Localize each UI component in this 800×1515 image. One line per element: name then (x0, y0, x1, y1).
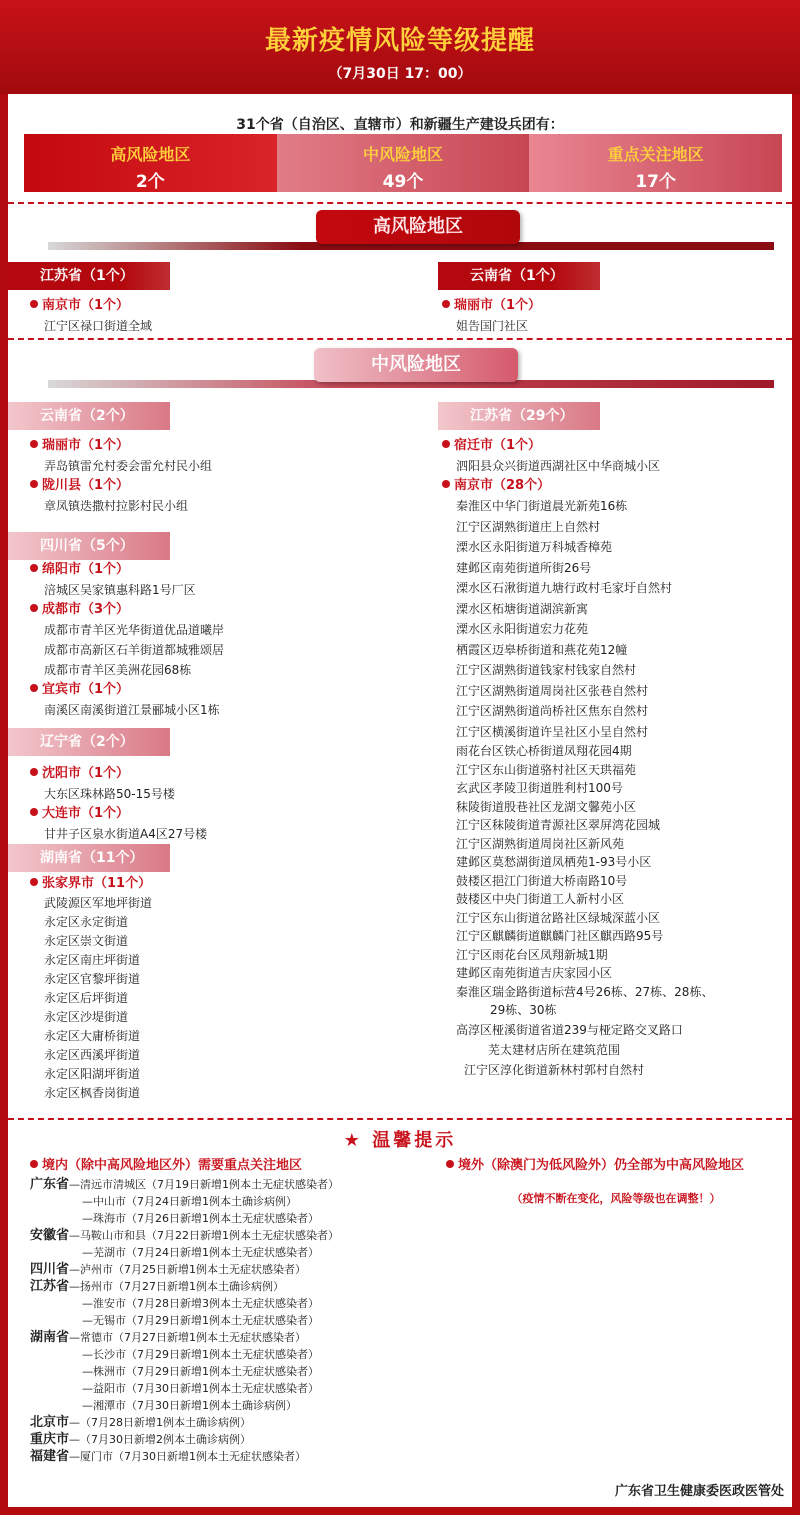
tips-text: —常德市（7月27日新增1例本土无症状感染者） (69, 1331, 307, 1344)
tips-text: —马鞍山市和县（7月22日新增1例本土无症状感染者） (69, 1229, 340, 1242)
divider (8, 1118, 792, 1120)
mid-area: 涪城区吴家镇惠科路1号厂区 (44, 583, 196, 597)
summary-high-label: 高风险地区 (110, 145, 191, 164)
section-title-high: 高风险地区 (316, 210, 520, 244)
mid-area: 江宁区淳化街道新林村郭村自然村 (464, 1062, 645, 1077)
update-time: （7月30日 17：00） (328, 66, 472, 82)
bullet-icon (30, 440, 38, 448)
summary-mid-count: 49个 (382, 172, 424, 192)
mid-area: 雨花台区铁心桥街道凤翔花园4期 (456, 744, 632, 758)
mid-area: 南溪区南溪街道江景郦城小区1栋 (44, 703, 220, 717)
bullet-icon (446, 1160, 454, 1168)
summary-focus-count: 17个 (635, 172, 677, 192)
tips-text: —珠海市（7月26日新增1例本土无症状感染者） (82, 1212, 319, 1225)
bullet-icon (442, 440, 450, 448)
mid-province-hunan: 湖南省（11个） (8, 844, 170, 872)
mid-area: 江宁区秣陵街道青源社区翠屏湾花园城 (456, 818, 661, 832)
tips-title: ★ 温馨提示 (343, 1130, 457, 1151)
mid-area: 江宁区麒麟街道麒麟门社区麒西路95号 (456, 929, 664, 943)
section-title-mid: 中风险地区 (314, 348, 518, 382)
tips-domestic-head: 境内（除中高风险地区外）需要重点关注地区 (30, 1156, 430, 1176)
bullet-icon (30, 808, 38, 816)
mid-list-hunan (30, 874, 152, 1103)
tips-province: 四川省 (30, 1262, 70, 1277)
mid-city-nanjing: 南京市（28个） (442, 476, 713, 496)
summary-mid (277, 134, 530, 192)
tips-row (30, 1346, 430, 1363)
tips-text: —株洲市（7月29日新增1例本土无症状感染者） (82, 1365, 319, 1378)
mid-area: 鼓楼区挹江门街道大桥南路10号 (456, 873, 628, 888)
tips-row (30, 1380, 430, 1397)
bullet-icon (30, 768, 38, 776)
mid-city-ruili: 瑞丽市（1个） (30, 436, 212, 456)
tips-row (30, 1363, 430, 1380)
mid-area: 成都市青羊区美洲花园68栋 (44, 663, 192, 677)
tips-province: 安徽省 (30, 1228, 70, 1243)
page-title: 最新疫情风险等级提醒 (264, 26, 535, 56)
tips-province: 重庆市 (30, 1432, 70, 1447)
tips-row (30, 1227, 430, 1244)
mid-area: 溧水区石湫街道九塘行政村毛家圩自然村 (456, 581, 673, 595)
mid-list-yunnan (30, 436, 212, 516)
mid-area: 永定区沙堤街道 (44, 1010, 129, 1024)
high-city-nanjing: 南京市（1个） (30, 296, 152, 316)
mid-area: 成都市高新区石羊街道都城雅颂居 (44, 643, 225, 657)
tips-row (30, 1193, 430, 1210)
mid-area: 弄岛镇雷允村委会雷允村民小组 (44, 459, 213, 473)
tips-text: —无锡市（7月29日新增1例本土无症状感染者） (82, 1314, 319, 1327)
tips-text: —湘潭市（7月30日新增1例本土确诊病例） (82, 1399, 297, 1412)
tips-text: —（7月30日新增2例本土确诊病例） (69, 1433, 252, 1446)
tips-text: —扬州市（7月27日新增1例本土确诊病例） (69, 1280, 285, 1293)
mid-area: 高淳区桠溪街道省道239与桠定路交叉路口 (456, 1022, 683, 1037)
summary-focus-label: 重点关注地区 (607, 145, 704, 164)
tips-text: —长沙市（7月29日新增1例本土无症状感染者） (82, 1348, 319, 1361)
content-panel (8, 94, 792, 1507)
mid-area: 成都市青羊区光华街道优品道曦岸 (44, 623, 225, 637)
mid-area: 永定区阳湖坪街道 (44, 1067, 141, 1081)
mid-area: 溧水区永阳街道宏力花苑 (456, 622, 589, 636)
tips-row (30, 1176, 430, 1193)
bullet-icon (30, 480, 38, 488)
summary-mid-label: 中风险地区 (363, 145, 444, 164)
mid-area: 武陵源区军地坪街道 (44, 896, 153, 910)
mid-area: 泗阳县众兴街道西湖社区中华商城小区 (456, 459, 661, 473)
tips-row (30, 1244, 430, 1261)
mid-area: 建邺区莫愁湖街道凤栖苑1-93号小区 (456, 855, 652, 869)
bullet-icon (442, 480, 450, 488)
mid-area: 甘井子区泉水街道A4区27号楼 (44, 827, 208, 841)
mid-city-zhangjiajie: 张家界市（11个） (30, 874, 152, 894)
tips-province: 广东省 (30, 1177, 70, 1192)
mid-area: 永定区大庸桥街道 (44, 1029, 141, 1043)
mid-area: 江宁区湖熟街道庄上自然村 (456, 519, 601, 534)
mid-area-continued: 29栋、30栋 (490, 1003, 557, 1017)
tips-note: （疫情不断在变化，风险等级也在调整！） (511, 1192, 721, 1205)
tips-province: 湖南省 (30, 1330, 70, 1345)
tips-province: 北京市 (30, 1415, 70, 1430)
mid-city-chengdu: 成都市（3个） (30, 600, 224, 620)
tips-text: —厦门市（7月30日新增1例本土无症状感染者） (69, 1450, 307, 1463)
mid-area: 建邺区南苑街道吉庆家园小区 (456, 966, 613, 980)
page-header (0, 0, 800, 94)
tips-province: 福建省 (30, 1449, 70, 1464)
high-list-jiangsu (30, 296, 152, 336)
tips-text: —清远市清城区（7月19日新增1例本土无症状感染者） (69, 1178, 340, 1191)
bullet-icon (30, 878, 38, 886)
high-province-yunnan: 云南省（1个） (438, 262, 600, 290)
mid-list-jiangsu (442, 436, 713, 1080)
mid-list-liaoning (30, 764, 207, 844)
divider (8, 338, 792, 340)
tips-row (30, 1295, 430, 1312)
mid-area: 大东区珠林路50-15号楼 (44, 787, 175, 801)
bullet-icon (30, 300, 38, 308)
tips-text: —益阳市（7月30日新增1例本土无症状感染者） (82, 1382, 319, 1395)
mid-area: 栖霞区迈皋桥街道和燕花苑12幢 (456, 642, 628, 657)
mid-area: 玄武区孝陵卫街道胜利村100号 (456, 781, 623, 795)
mid-province-jiangsu: 江苏省（29个） (438, 402, 600, 430)
mid-city-suqian: 宿迁市（1个） (442, 436, 713, 456)
tips-rows (30, 1176, 430, 1465)
mid-area: 秦淮区中华门街道晨光新苑16栋 (456, 499, 628, 513)
mid-province-sichuan: 四川省（5个） (8, 532, 170, 560)
tips-row (30, 1414, 430, 1431)
tips-row (30, 1397, 430, 1414)
mid-city-longchuan: 陇川县（1个） (30, 476, 212, 496)
mid-area: 江宁区东山街道骆村社区天珙福苑 (456, 762, 637, 777)
summary-high (24, 134, 277, 192)
mid-area: 永定区崇文街道 (44, 934, 129, 948)
mid-area: 永定区后坪街道 (44, 991, 129, 1005)
bullet-icon (30, 604, 38, 612)
summary-focus (529, 134, 782, 192)
mid-area: 江宁区雨花台区凤翔新城1期 (456, 947, 608, 962)
bullet-icon (30, 684, 38, 692)
mid-area: 江宁区湖熟街道周岗社区新风苑 (456, 836, 625, 851)
tips-abroad-head: 境外（除澳门为低风险外）仍全部为中高风险地区 (446, 1156, 786, 1176)
mid-province-yunnan: 云南省（2个） (8, 402, 170, 430)
intro-text: 31个省（自治区、直辖市）和新疆生产建设兵团有： (236, 117, 564, 133)
mid-area: 江宁区湖熟街道钱家村钱家自然村 (456, 663, 637, 677)
mid-city-yibin: 宜宾市（1个） (30, 680, 224, 700)
mid-area: 永定区官黎坪街道 (44, 972, 141, 986)
mid-area: 秣陵街道殷巷社区龙湖文馨苑小区 (456, 799, 637, 814)
mid-province-liaoning: 辽宁省（2个） (8, 728, 170, 756)
tips-text: —泸州市（7月25日新增1例本土无症状感染者） (69, 1263, 307, 1276)
tips-row (30, 1261, 430, 1278)
tips-row (30, 1312, 430, 1329)
mid-area: 章凤镇迭撒村拉影村民小组 (44, 499, 189, 513)
mid-city-dalian: 大连市（1个） (30, 804, 207, 824)
high-area: 姐告国门社区 (456, 319, 529, 333)
mid-area: 江宁区东山街道岔路社区绿城深蓝小区 (456, 910, 661, 925)
summary-high-count: 2个 (135, 172, 165, 192)
mid-city-mianyang: 绵阳市（1个） (30, 560, 224, 580)
high-province-jiangsu: 江苏省（1个） (8, 262, 170, 290)
mid-area: 鼓楼区中央门街道工人新村小区 (456, 892, 625, 906)
high-city-ruili: 瑞丽市（1个） (442, 296, 541, 316)
mid-area: 江宁区湖熟街道周岗社区张巷自然村 (456, 683, 649, 698)
risk-summary (24, 134, 782, 192)
mid-city-shenyang: 沈阳市（1个） (30, 764, 207, 784)
tips-row (30, 1210, 430, 1227)
mid-area: 永定区永定街道 (44, 915, 129, 929)
tips-row (30, 1448, 430, 1465)
mid-area: 秦淮区瑞金路街道标营4号26栋、27栋、28栋、 (456, 984, 714, 999)
bullet-icon (30, 564, 38, 572)
mid-area-continued: 芜太建材店所在建筑范围 (488, 1042, 621, 1057)
mid-area: 江宁区湖熟街道尚桥社区焦东自然村 (456, 704, 649, 718)
divider (8, 202, 792, 204)
bullet-icon (30, 1160, 38, 1168)
mid-area: 永定区枫香岗街道 (44, 1086, 141, 1100)
tips-text: —淮安市（7月28日新增3例本土无症状感染者） (82, 1297, 319, 1310)
bullet-icon (442, 300, 450, 308)
tips-domestic (30, 1156, 430, 1465)
high-list-yunnan (442, 296, 541, 336)
tips-abroad (446, 1156, 786, 1206)
tips-text: —中山市（7月24日新增1例本土确诊病例） (82, 1195, 297, 1208)
tips-text: —（7月28日新增1例本土确诊病例） (69, 1416, 252, 1429)
mid-area: 永定区南庄坪街道 (44, 953, 141, 967)
mid-area: 溧水区柘塘街道湖滨新寓 (456, 601, 589, 616)
high-area: 江宁区禄口街道全域 (44, 319, 153, 333)
tips-row (30, 1278, 430, 1295)
star-icon: ★ (343, 1130, 373, 1151)
mid-area: 江宁区横溪街道许呈社区小呈自然村 (456, 724, 649, 739)
mid-list-sichuan (30, 560, 224, 720)
tips-province: 江苏省 (30, 1279, 70, 1294)
mid-area: 建邺区南苑街道所街26号 (456, 560, 592, 575)
mid-area: 永定区西溪坪街道 (44, 1048, 141, 1062)
footer-source: 广东省卫生健康委医政医管处 (614, 1484, 784, 1499)
tips-text: —芜湖市（7月24日新增1例本土无症状感染者） (82, 1246, 319, 1259)
tips-row (30, 1329, 430, 1346)
mid-area: 溧水区永阳街道万科城香樟苑 (456, 540, 613, 554)
tips-row (30, 1431, 430, 1448)
